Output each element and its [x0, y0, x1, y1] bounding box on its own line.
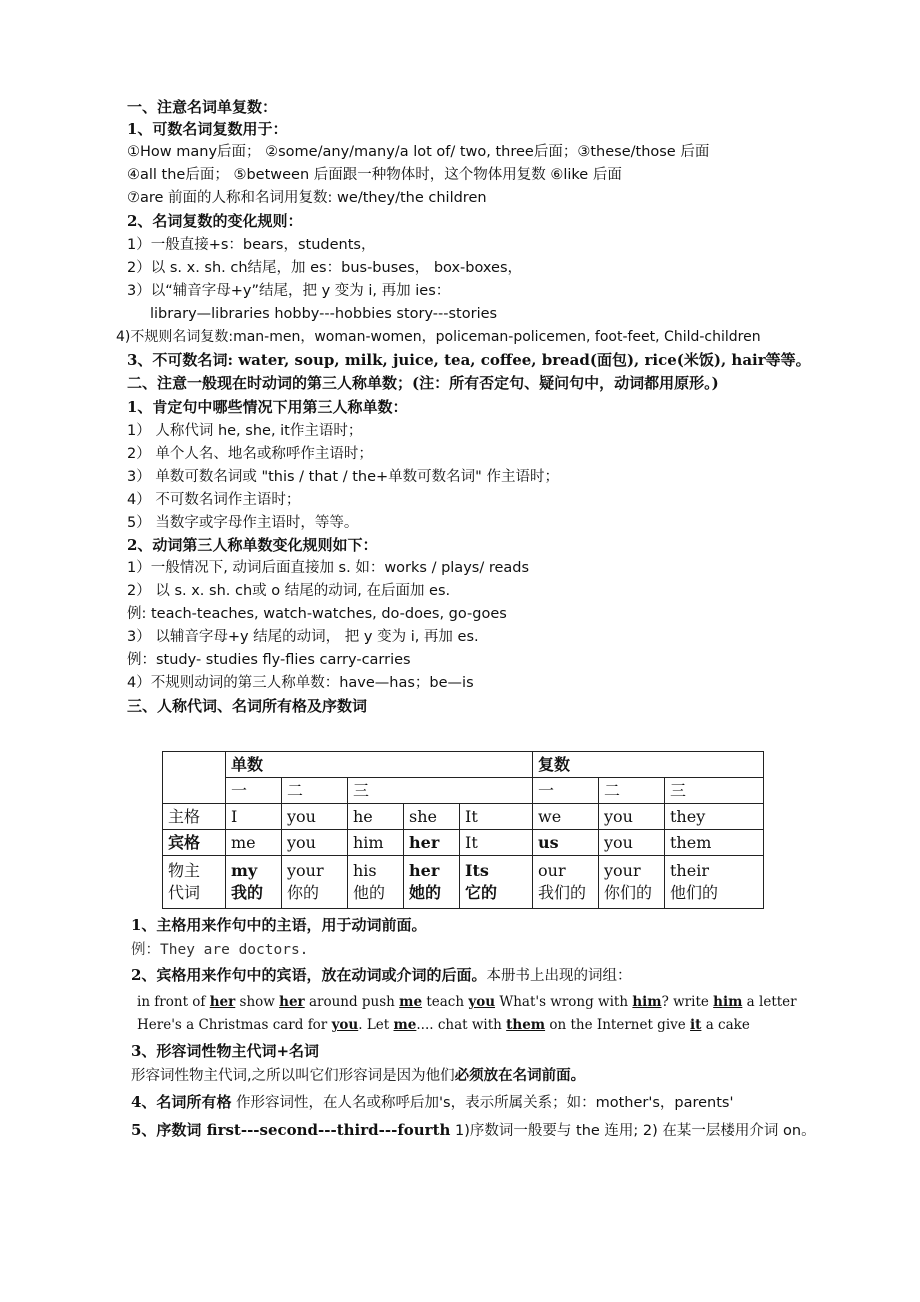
phrase-pronoun: her	[279, 994, 305, 1010]
table-header-row	[163, 752, 764, 778]
phrase-pronoun: it	[690, 1017, 702, 1033]
phrases-line-2	[137, 1014, 750, 1036]
table-cell: It	[460, 830, 533, 856]
table-cell: your 你们的	[599, 856, 665, 909]
plural-header: 复数	[533, 752, 764, 778]
table-cell: you	[599, 804, 665, 830]
section-1-3: 3、不可数名词: water, soup, milk, juice, tea, coffee, bread(面包), rice(米饭), hair等等。	[127, 351, 811, 369]
phrase-text: around push	[304, 994, 400, 1010]
phrase-text: teach	[422, 994, 469, 1010]
person-cell: 三	[665, 778, 764, 804]
table-cell: her 她的	[404, 856, 460, 909]
section-1-1-line-b: ④all the后面； ⑤between 后面跟一种物体时，这个物体用复数 ⑥like 后面	[127, 167, 622, 183]
note-3-body-text: 形容词性物主代词,之所以叫它们形容词是因为他们	[131, 1068, 455, 1084]
table-cell: you	[599, 830, 665, 856]
phrase-text: ? write	[661, 994, 714, 1010]
phrase-pronoun: her	[209, 994, 236, 1010]
row-label: 物主 代词	[163, 856, 226, 909]
note-1: 1、主格用来作句中的主语，用于动词前面。	[131, 916, 427, 934]
table-row-objective	[163, 830, 764, 856]
section-2-2-rule-2: 2） 以 s. x. sh. ch或 o 结尾的动词, 在后面加 es.	[127, 583, 451, 599]
row-label: 宾格	[163, 830, 226, 856]
phrase-text: on the Internet give	[545, 1017, 691, 1033]
section-1-1-line-c: ⑦are 前面的人称和名词用复数: we/they/the children	[127, 190, 487, 206]
section-2-2-title: 2、动词第三人称单数变化规则如下：	[127, 536, 378, 554]
phrase-pronoun: them	[506, 1017, 546, 1033]
note-2	[131, 964, 631, 987]
person-cell: 三	[348, 778, 533, 804]
phrases-line-1	[137, 991, 797, 1013]
section-2-2-rule-1: 1）一般情况下, 动词后面直接加 s. 如：works / plays/ reads	[127, 560, 530, 576]
person-cell: 二	[282, 778, 348, 804]
row-label: 主格	[163, 804, 226, 830]
section-2-title: 二、注意一般现在时动词的第三人称单数；(注：所有否定句、疑问句中，动词都用原形。)	[127, 374, 719, 392]
section-1-2-rule-1: 1）一般直接+s：bears，students，	[127, 237, 376, 253]
section-2-1-item-1: 1） 人称代词 he, she, it作主语时；	[127, 423, 363, 439]
section-2-2-rule-3-example: 例：study- studies fly-flies carry-carries	[127, 652, 411, 668]
section-2-1-item-4: 4） 不可数名词作主语时；	[127, 492, 301, 508]
section-2-2-rule-2-example: 例: teach-teaches, watch-watches, do-does, go-goes	[127, 606, 507, 622]
note-5-body: 1)序数词一般要与 the 连用; 2) 在某一层楼用介词 on。	[450, 1123, 816, 1139]
table-cell: them	[665, 830, 764, 856]
table-cell: I	[226, 804, 282, 830]
table-row-possessive	[163, 856, 764, 909]
section-1-2-rule-3: 3）以“辅音字母+y”结尾，把 y 变为 i, 再加 ies：	[127, 283, 451, 299]
table-cell: his 他的	[348, 856, 404, 909]
person-cell: 一	[533, 778, 599, 804]
table-cell: he	[348, 804, 404, 830]
table-cell: us	[533, 830, 599, 856]
table-cell: him	[348, 830, 404, 856]
note-2-head: 2、宾格用来作句中的宾语，放在动词或介词的后面。	[131, 966, 487, 984]
table-cell: you	[282, 830, 348, 856]
note-5-head: 5、序数词 first---second---third---fourth	[131, 1121, 451, 1139]
section-1-1-title: 1、可数名词复数用于：	[127, 120, 288, 138]
note-2-tail: 本册书上出现的词组：	[486, 968, 632, 984]
section-1-2-rule-3-examples: library—libraries hobby---hobbies story---stories	[150, 306, 498, 322]
phrase-text: a letter	[742, 994, 797, 1010]
table-cell: their 他们的	[665, 856, 764, 909]
table-cell: she	[404, 804, 460, 830]
phrase-pronoun: me	[399, 994, 423, 1010]
table-cell: Its 它的	[460, 856, 533, 909]
note-5	[131, 1119, 816, 1142]
phrase-pronoun: him	[713, 994, 743, 1010]
section-2-2-rule-4: 4）不规则动词的第三人称单数：have—has；be—is	[127, 675, 474, 691]
section-3-title: 三、人称代词、名词所有格及序数词	[127, 697, 368, 715]
phrase-text: a cake	[701, 1017, 750, 1033]
section-1-1-line-a: ①How many后面； ②some/any/many/a lot of/ two, three后面；③these/those 后面	[127, 144, 710, 160]
phrase-pronoun: you	[331, 1017, 359, 1033]
section-1-2-title: 2、名词复数的变化规则：	[127, 212, 303, 230]
table-cell: me	[226, 830, 282, 856]
phrase-pronoun: you	[468, 994, 496, 1010]
note-4	[131, 1091, 733, 1114]
table-person-row	[163, 778, 764, 804]
person-cell: 一	[226, 778, 282, 804]
note-1-example: 例：They are doctors.	[131, 942, 309, 958]
table-corner-cell	[163, 752, 226, 804]
note-4-head: 4、名词所有格	[131, 1093, 232, 1111]
note-4-body: 作形容词性，在人名或称呼后加's，表示所属关系；如：mother's，parents'	[231, 1095, 734, 1111]
table-cell: my 我的	[226, 856, 282, 909]
note-3-body-emphasis: 必须放在名词前面。	[454, 1068, 586, 1084]
table-cell: our 我们的	[533, 856, 599, 909]
singular-header: 单数	[226, 752, 533, 778]
phrase-text: .... chat with	[416, 1017, 507, 1033]
table-cell: her	[404, 830, 460, 856]
section-1-2-rule-2: 2）以 s. x. sh. ch结尾，加 es：bus-buses， box-boxes，	[127, 260, 523, 276]
table-cell: you	[282, 804, 348, 830]
phrase-text: show	[235, 994, 280, 1010]
table-cell: they	[665, 804, 764, 830]
phrase-text: in front of	[137, 994, 210, 1010]
table-row-nominative	[163, 804, 764, 830]
pronoun-table	[162, 751, 764, 909]
section-1-title: 一、注意名词单复数：	[127, 98, 278, 116]
phrase-text: . Let	[358, 1017, 394, 1033]
phrase-pronoun: me	[393, 1017, 417, 1033]
section-2-1-title: 1、肯定句中哪些情况下用第三人称单数：	[127, 398, 408, 416]
note-3-body	[131, 1065, 585, 1087]
phrase-pronoun: him	[632, 994, 662, 1010]
section-2-1-item-5: 5） 当数字或字母作主语时，等等。	[127, 515, 359, 531]
person-cell: 二	[599, 778, 665, 804]
section-2-1-item-2: 2） 单个人名、地名或称呼作主语时；	[127, 446, 373, 462]
table-cell: It	[460, 804, 533, 830]
section-2-2-rule-3: 3） 以辅音字母+y 结尾的动词， 把 y 变为 i, 再加 es.	[127, 629, 479, 645]
table-cell: we	[533, 804, 599, 830]
table-cell: your 你的	[282, 856, 348, 909]
note-3: 3、形容词性物主代词+名词	[131, 1042, 320, 1060]
phrase-text: What's wrong with	[495, 994, 633, 1010]
section-1-2-rule-4: 4)不规则名词复数:man-men，woman-women，policeman-policemen, foot-feet, Child-children	[116, 329, 761, 345]
phrase-text: Here's a Christmas card for	[137, 1017, 332, 1033]
section-2-1-item-3: 3） 单数可数名词或 "this / that / the+单数可数名词" 作主语时；	[127, 469, 559, 485]
